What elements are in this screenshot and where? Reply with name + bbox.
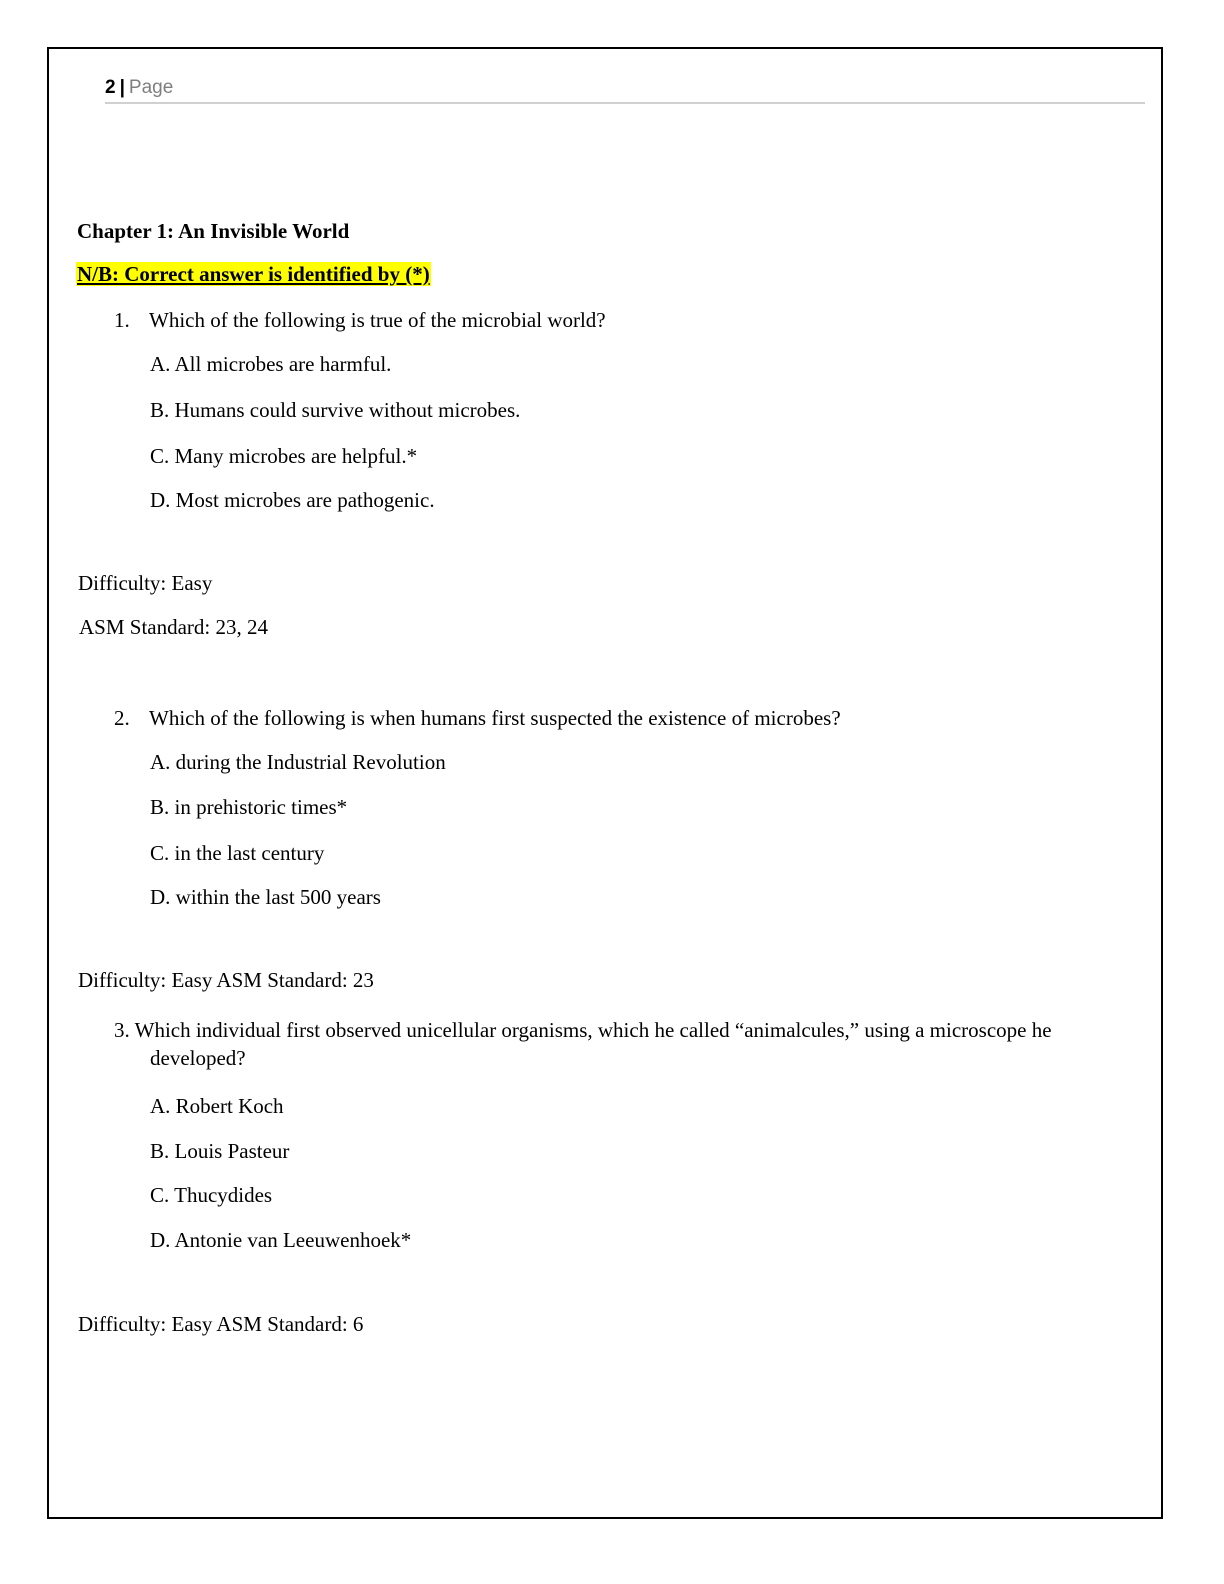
chapter-title: Chapter 1: An Invisible World — [77, 219, 350, 243]
q2-option-c: C. in the last century — [150, 841, 325, 865]
page-separator: | — [119, 77, 125, 98]
q2-option-b: B. in prehistoric times* — [150, 795, 348, 819]
q3-meta: Difficulty: Easy ASM Standard: 6 — [78, 1312, 364, 1336]
q1-option-c: C. Many microbes are helpful.* — [150, 444, 418, 468]
page-header — [105, 76, 1145, 104]
q1-difficulty: Difficulty: Easy — [78, 571, 213, 595]
q1-option-b: B. Humans could survive without microbes. — [150, 398, 521, 422]
q2-meta: Difficulty: Easy ASM Standard: 23 — [78, 968, 374, 992]
page-number: 2 — [105, 77, 116, 98]
question-2 — [114, 705, 841, 731]
question-1 — [114, 307, 606, 333]
question-2-text: Which of the following is when humans first suspected the existence of microbes? — [149, 706, 841, 730]
question-2-number: 2. — [114, 706, 130, 730]
q1-option-a: A. All microbes are harmful. — [150, 352, 392, 376]
question-1-number: 1. — [114, 308, 130, 332]
page-word: Page — [128, 77, 174, 98]
q3-option-d: D. Antonie van Leeuwenhoek* — [150, 1228, 412, 1252]
q1-option-d: D. Most microbes are pathogenic. — [150, 488, 435, 512]
question-3-line-2: developed? — [150, 1046, 246, 1070]
q3-option-a: A. Robert Koch — [150, 1094, 284, 1118]
answer-note-wrapper — [76, 261, 431, 287]
q3-option-b: B. Louis Pasteur — [150, 1139, 290, 1163]
question-1-text: Which of the following is true of the microbial world? — [149, 308, 606, 332]
answer-note: N/B: Correct answer is identified by (*) — [77, 262, 430, 286]
question-3-line-1: 3. Which individual first observed unicellular organisms, which he called “animalcules,” using a microscope he — [114, 1018, 1052, 1042]
q2-option-d: D. within the last 500 years — [150, 885, 381, 909]
q3-option-c: C. Thucydides — [150, 1183, 273, 1207]
q1-standard: ASM Standard: 23, 24 — [79, 615, 268, 639]
q2-option-a: A. during the Industrial Revolution — [150, 750, 446, 774]
